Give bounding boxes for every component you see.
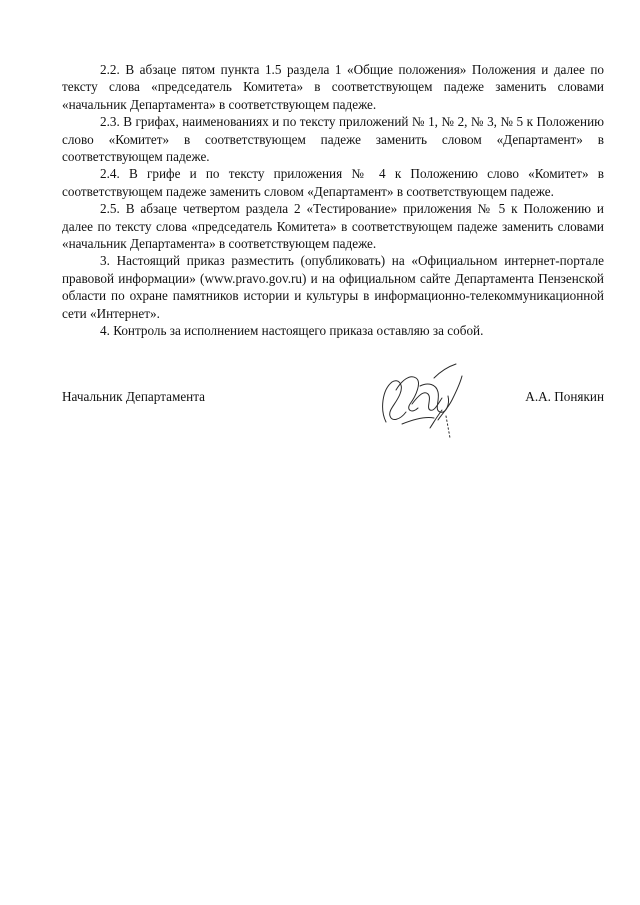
- paragraph-3: 3. Настоящий приказ разместить (опубликовать) на «Официальном интернет-портале правовой информации» (www.pravo.gov.ru) и на официальном сайте Департамента Пензенской области по охране памятников истории и культуры в информационно-телекоммуникационной сети «Интернет».: [62, 253, 604, 321]
- document-body: [62, 61, 604, 340]
- signature-block: [62, 388, 604, 408]
- handwritten-signature: [376, 360, 466, 442]
- paragraph-2-4: 2.4. В грифе и по тексту приложения № 4 к Положению слово «Комитет» в соответствующем падеже заменить словом «Департамент» в соответствующем падеже.: [62, 166, 604, 199]
- paragraph-2-5: 2.5. В абзаце четвертом раздела 2 «Тестирование» приложения № 5 к Положению и далее по тексту слова «председатель Комитета» в соответствующем падеже заменить словами «начальник Департамента» в соответствующем падеже.: [62, 201, 604, 252]
- paragraph-4: 4. Контроль за исполнением настоящего приказа оставляю за собой.: [100, 323, 484, 339]
- paragraph-2-2: 2.2. В абзаце пятом пункта 1.5 раздела 1 «Общие положения» Положения и далее по тексту слова «председатель Комитета» в соответствующем падеже заменить словами «начальник Департамента» в соответствующем падеже.: [62, 62, 604, 112]
- signer-name: А.А. Понякин: [525, 389, 604, 404]
- paragraph-2-3: 2.3. В грифах, наименованиях и по тексту приложений № 1, № 2, № 3, № 5 к Положению слово «Комитет» в соответствующем падеже заменить словом «Департамент» в соответствующем падеже.: [62, 114, 604, 165]
- signer-position: Начальник Департамента: [62, 389, 206, 404]
